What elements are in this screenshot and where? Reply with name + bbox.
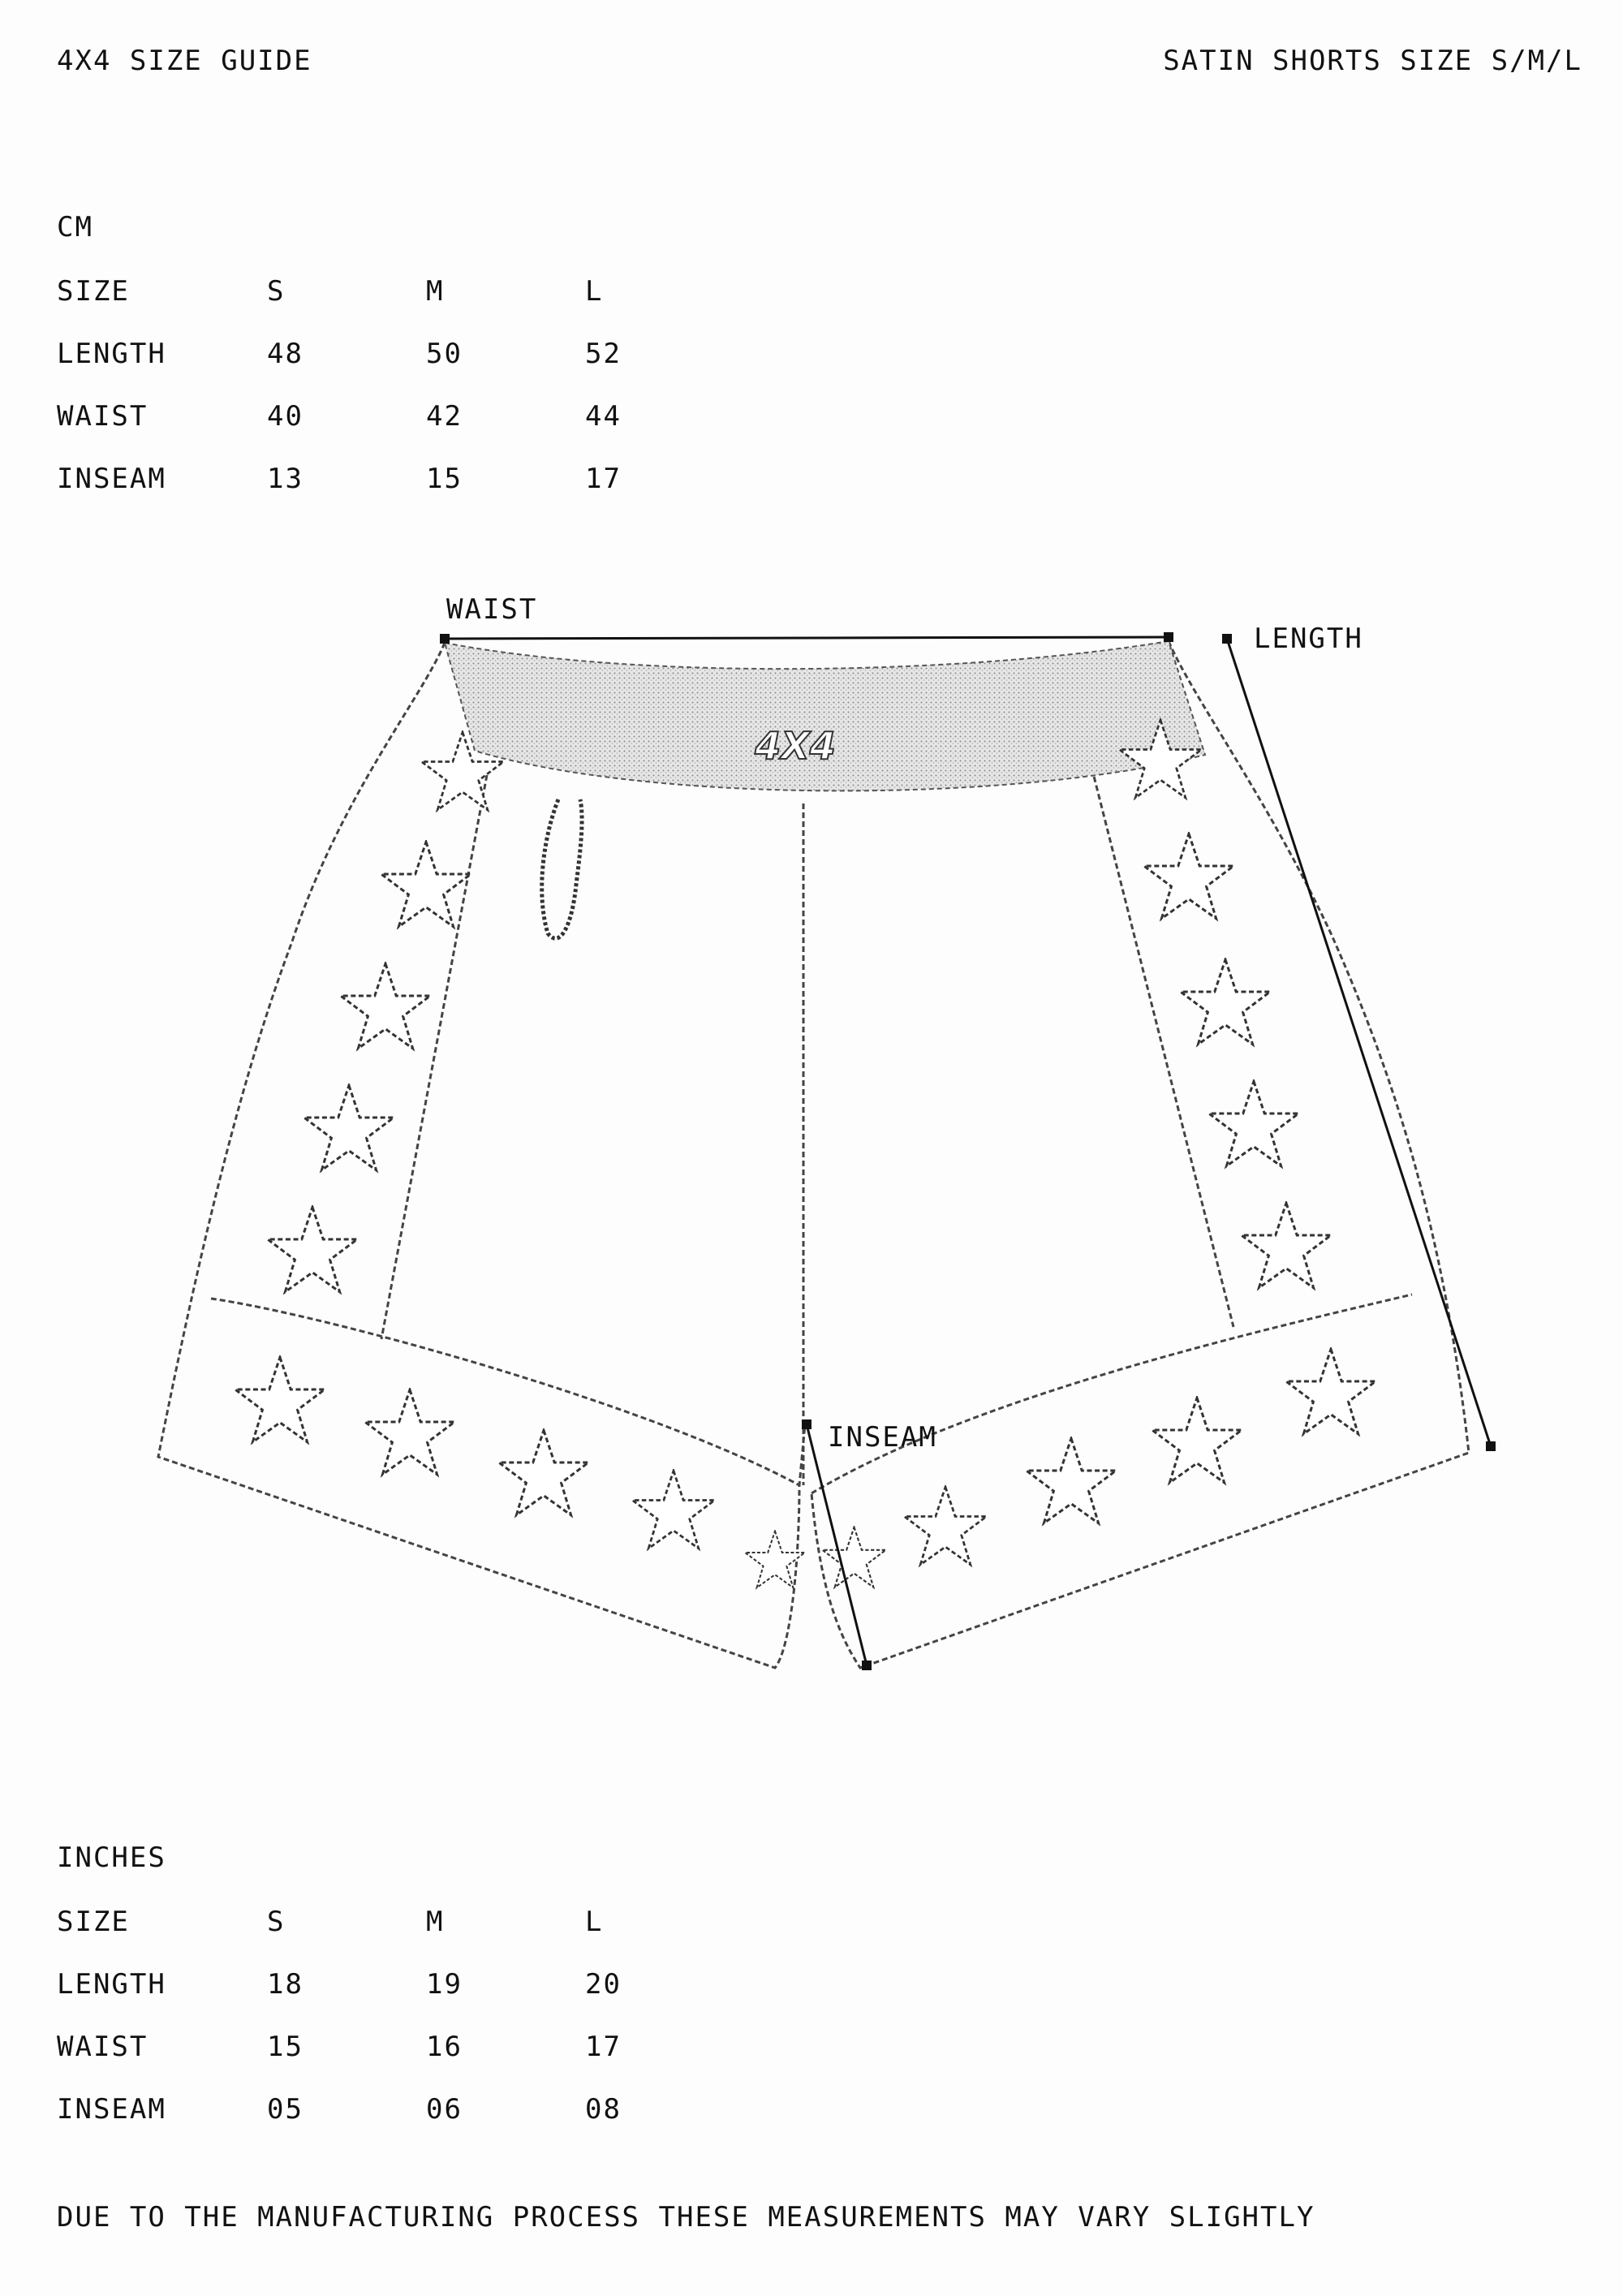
cell-value: 42 <box>426 399 463 433</box>
column-header: M <box>426 274 445 308</box>
cell-value: 50 <box>426 337 463 370</box>
column-header: S <box>267 274 286 308</box>
row-label: LENGTH <box>57 337 166 370</box>
cell-value: 15 <box>267 2030 304 2063</box>
cell-value: 44 <box>585 399 622 433</box>
table-row <box>57 2015 744 2078</box>
waistband <box>445 641 1205 790</box>
row-label: LENGTH <box>57 1967 166 2001</box>
measurement-disclaimer: DUE TO THE MANUFACTURING PROCESS THESE MEASUREMENTS MAY VARY SLIGHTLY <box>57 2201 1315 2234</box>
cell-value: 40 <box>267 399 304 433</box>
cell-value: 17 <box>585 2030 622 2063</box>
row-label: INSEAM <box>57 462 166 495</box>
guide-title: 4X4 SIZE GUIDE <box>57 45 312 77</box>
waist-dimension-line <box>440 632 1173 644</box>
drawstring-icon <box>542 799 582 938</box>
cell-value: 06 <box>426 2092 463 2126</box>
column-header: L <box>585 1905 604 1938</box>
cm-unit-label: CM <box>57 211 93 243</box>
cell-value: 05 <box>267 2092 304 2126</box>
cell-value: 48 <box>267 337 304 370</box>
row-label: WAIST <box>57 2030 149 2063</box>
inches-size-table <box>57 1890 744 2140</box>
column-header: M <box>426 1905 445 1938</box>
table-row <box>57 1953 744 2015</box>
cell-value: 15 <box>426 462 463 495</box>
brand-logo: 4X4 <box>755 724 836 768</box>
cell-value: 20 <box>585 1967 622 2001</box>
row-label: INSEAM <box>57 2092 166 2126</box>
row-label: WAIST <box>57 399 149 433</box>
inches-unit-label: INCHES <box>57 1842 166 1874</box>
column-header: SIZE <box>57 1905 130 1938</box>
cell-value: 19 <box>426 1967 463 2001</box>
cell-value: 08 <box>585 2092 622 2126</box>
column-header: SIZE <box>57 274 130 308</box>
cell-value: 13 <box>267 462 304 495</box>
inseam-label: INSEAM <box>828 1421 937 1454</box>
length-label: LENGTH <box>1254 622 1363 655</box>
cell-value: 17 <box>585 462 622 495</box>
column-header: L <box>585 274 604 308</box>
cell-value: 52 <box>585 337 622 370</box>
table-row <box>57 2078 744 2140</box>
inseam-dimension-line <box>802 1419 872 1670</box>
waist-label: WAIST <box>446 593 538 626</box>
cell-value: 16 <box>426 2030 463 2063</box>
product-title: SATIN SHORTS SIZE S/M/L <box>1163 45 1582 77</box>
cell-value: 18 <box>267 1967 304 2001</box>
column-header: S <box>267 1905 286 1938</box>
star-decorations <box>235 720 1375 1587</box>
table-header-row <box>57 1890 744 1953</box>
length-dimension-line <box>1222 634 1496 1451</box>
